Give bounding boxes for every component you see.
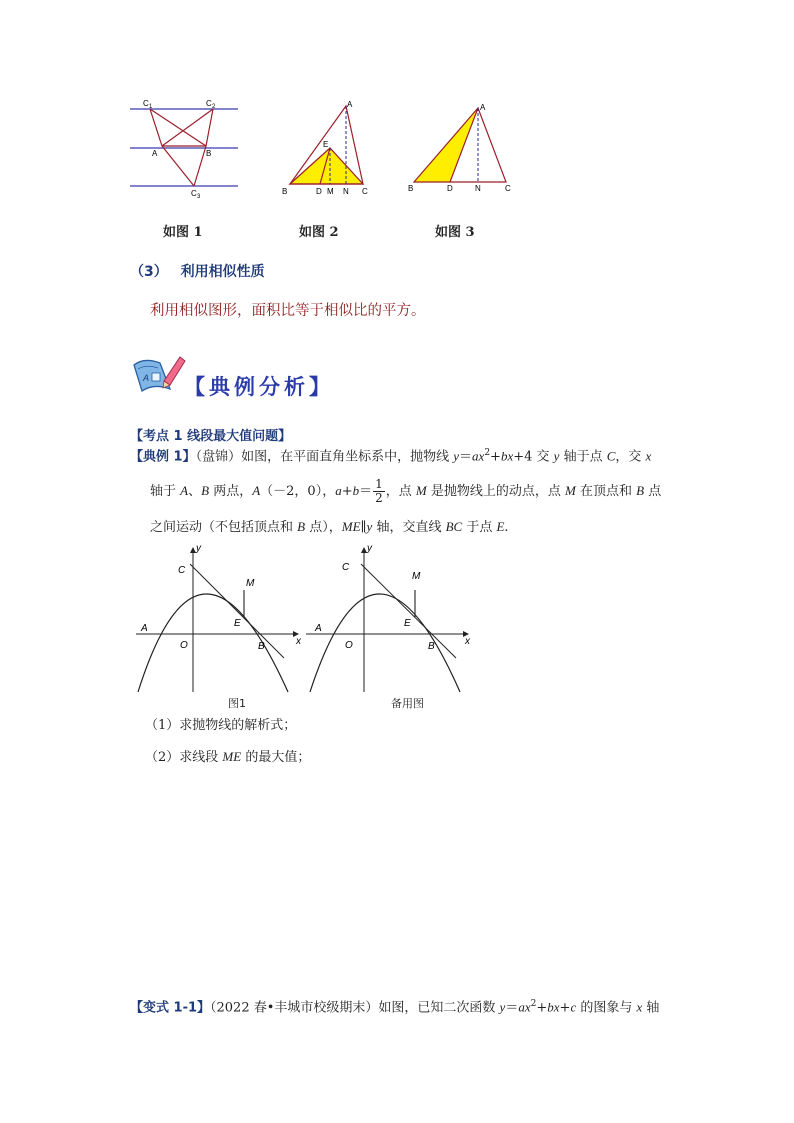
fraction-one-half (373, 478, 385, 505)
question-2-text: （2）求线段 (145, 750, 223, 765)
example1-line2 (150, 478, 661, 505)
line-bc (190, 564, 284, 658)
point-b: B (201, 483, 210, 498)
example1-text: 交 (532, 449, 554, 465)
var-y: y (366, 519, 373, 534)
point-c: C (606, 448, 616, 464)
label-b: B (428, 641, 435, 652)
segment-me: ME (222, 749, 242, 764)
point-b: B (636, 483, 645, 498)
label-n: N (343, 187, 349, 196)
point-b: B (297, 519, 306, 534)
plus: + (536, 1000, 548, 1016)
example1-tag: 【典例 1】 (130, 449, 196, 465)
banner-title: 【典例分析】 (184, 374, 334, 399)
example1-text: 如图，在平面直角坐标系中，抛物线 (241, 449, 454, 465)
example1-text: 之间运动（不包括顶点和 (150, 520, 298, 535)
label-m: M (412, 571, 421, 582)
label-b: B (258, 641, 265, 652)
point-a: A (180, 483, 189, 498)
example1-text: ，点 (385, 484, 416, 499)
coordinate: （－2，0）， (260, 484, 336, 499)
label-c: C (505, 184, 511, 193)
fraction-numerator: 1 (375, 477, 383, 491)
example1-source: （盘锦） (195, 449, 242, 465)
section-3-number: （3） (130, 264, 168, 280)
example1-line1 (130, 448, 651, 466)
example1-text: 是抛物线上的动点，点 (426, 484, 566, 499)
figure-1-caption: 如图 1 (163, 225, 203, 240)
variant-tag: 【变式 1-1】 (130, 1000, 211, 1016)
question-2-text: 的最大值； (241, 750, 311, 765)
label-x: x (465, 636, 470, 647)
label-a: A (152, 149, 158, 158)
var-a: a (335, 483, 342, 498)
plus-4: +4 (513, 449, 533, 465)
label-c2-sub: 2 (212, 104, 216, 110)
parallel-symbol: ∥ (360, 520, 367, 535)
section-3-heading (130, 261, 265, 281)
example1-text: 轴于 (150, 484, 181, 499)
variant-1-1 (130, 999, 659, 1017)
label-o: O (180, 640, 188, 651)
label-b: B (408, 184, 414, 193)
label-y: y (196, 543, 201, 554)
graph-2 (300, 542, 476, 694)
example1-line3 (150, 519, 509, 537)
figure-3 (404, 96, 524, 204)
example1-text: 点 (644, 484, 662, 499)
example1-text: 两点， (209, 484, 253, 499)
plus: + (559, 1000, 571, 1016)
segment-me: ME (341, 519, 361, 534)
example1-text: 轴于点 (559, 449, 607, 465)
graph-1 (130, 542, 306, 694)
question-2 (145, 749, 310, 767)
label-e: E (234, 618, 241, 629)
graph-1-caption: 图1 (228, 697, 246, 710)
var-y: y (499, 999, 506, 1015)
label-a: A (315, 623, 322, 634)
graph-2-caption: 备用图 (391, 697, 424, 710)
label-y: y (367, 543, 372, 554)
term-ax: ax (518, 999, 531, 1015)
term-ax: ax (472, 448, 485, 464)
example1-text: ，交 (615, 449, 646, 465)
exponent: 2 (484, 448, 491, 458)
label-m: M (327, 187, 334, 196)
figure-1 (120, 94, 250, 206)
question-1: （1）求抛物线的解析式； (145, 718, 297, 733)
var-b: b (352, 483, 360, 498)
equals: ＝ (359, 484, 373, 499)
var-y: y (453, 448, 460, 464)
label-c1-sub: 1 (149, 104, 153, 110)
var-y: y (553, 448, 560, 464)
label-c: C (178, 565, 186, 576)
section-3-body: 利用相似图形，面积比等于相似比的平方。 (150, 303, 426, 319)
shaded-triangle (290, 148, 363, 184)
figure-2-caption: 如图 2 (299, 225, 339, 240)
parabola (138, 594, 288, 692)
label-c1: C (143, 99, 149, 108)
equals: ＝ (459, 449, 473, 465)
example1-text: 点）， (305, 520, 342, 535)
label-a: A (141, 623, 148, 634)
label-c3-sub: 3 (197, 194, 201, 200)
label-c: C (342, 562, 350, 573)
label-b: B (282, 187, 288, 196)
example1-text: 于点 (462, 520, 497, 535)
figure-3-caption: 如图 3 (435, 225, 475, 240)
fraction-denominator: 2 (375, 491, 383, 505)
plus: + (490, 449, 501, 465)
label-m: M (246, 578, 255, 589)
label-o: O (345, 640, 353, 651)
point-e: E (496, 519, 505, 534)
label-e: E (404, 618, 411, 629)
point-m: M (565, 483, 576, 498)
line-bc (361, 564, 456, 658)
line-bc: BC (445, 519, 463, 534)
equals: ＝ (505, 1000, 519, 1016)
svg-text:A: A (143, 373, 150, 383)
label-a: A (347, 100, 353, 109)
label-d: D (447, 184, 453, 193)
variant-text: 如图，已知二次函数 (378, 1000, 500, 1016)
label-c3: C (191, 189, 197, 198)
notebook-pencil-icon (130, 351, 186, 395)
label-d: D (316, 187, 322, 196)
period: . (504, 520, 509, 535)
term-bx: bx (547, 999, 560, 1015)
var-x: x (636, 999, 643, 1015)
label-c: C (362, 187, 368, 196)
label-c2: C (206, 99, 212, 108)
section-3-title: 利用相似性质 (180, 264, 265, 280)
example1-text: 在顶点和 (575, 484, 637, 499)
plus: + (341, 484, 353, 499)
parabola (310, 594, 460, 692)
term-c: c (570, 999, 577, 1015)
variant-source: （2022 春•丰城市校级期末） (210, 1000, 379, 1016)
kaodian-heading: 【考点 1 线段最大值问题】 (130, 429, 292, 444)
label-a: A (480, 103, 486, 112)
term-bx: bx (500, 448, 514, 464)
variant-text: 的图象与 (576, 1000, 637, 1016)
figure-2 (278, 96, 378, 204)
point-a: A (252, 483, 261, 498)
variant-text: 轴 (642, 1000, 660, 1016)
label-x: x (296, 636, 301, 647)
var-x: x (645, 448, 652, 464)
exponent: 2 (530, 999, 537, 1009)
separator: 、 (188, 484, 202, 499)
example1-text: 轴，交直线 (372, 520, 446, 535)
label-b: B (206, 149, 212, 158)
label-n: N (475, 184, 481, 193)
point-m: M (415, 483, 427, 498)
label-e: E (323, 140, 329, 149)
